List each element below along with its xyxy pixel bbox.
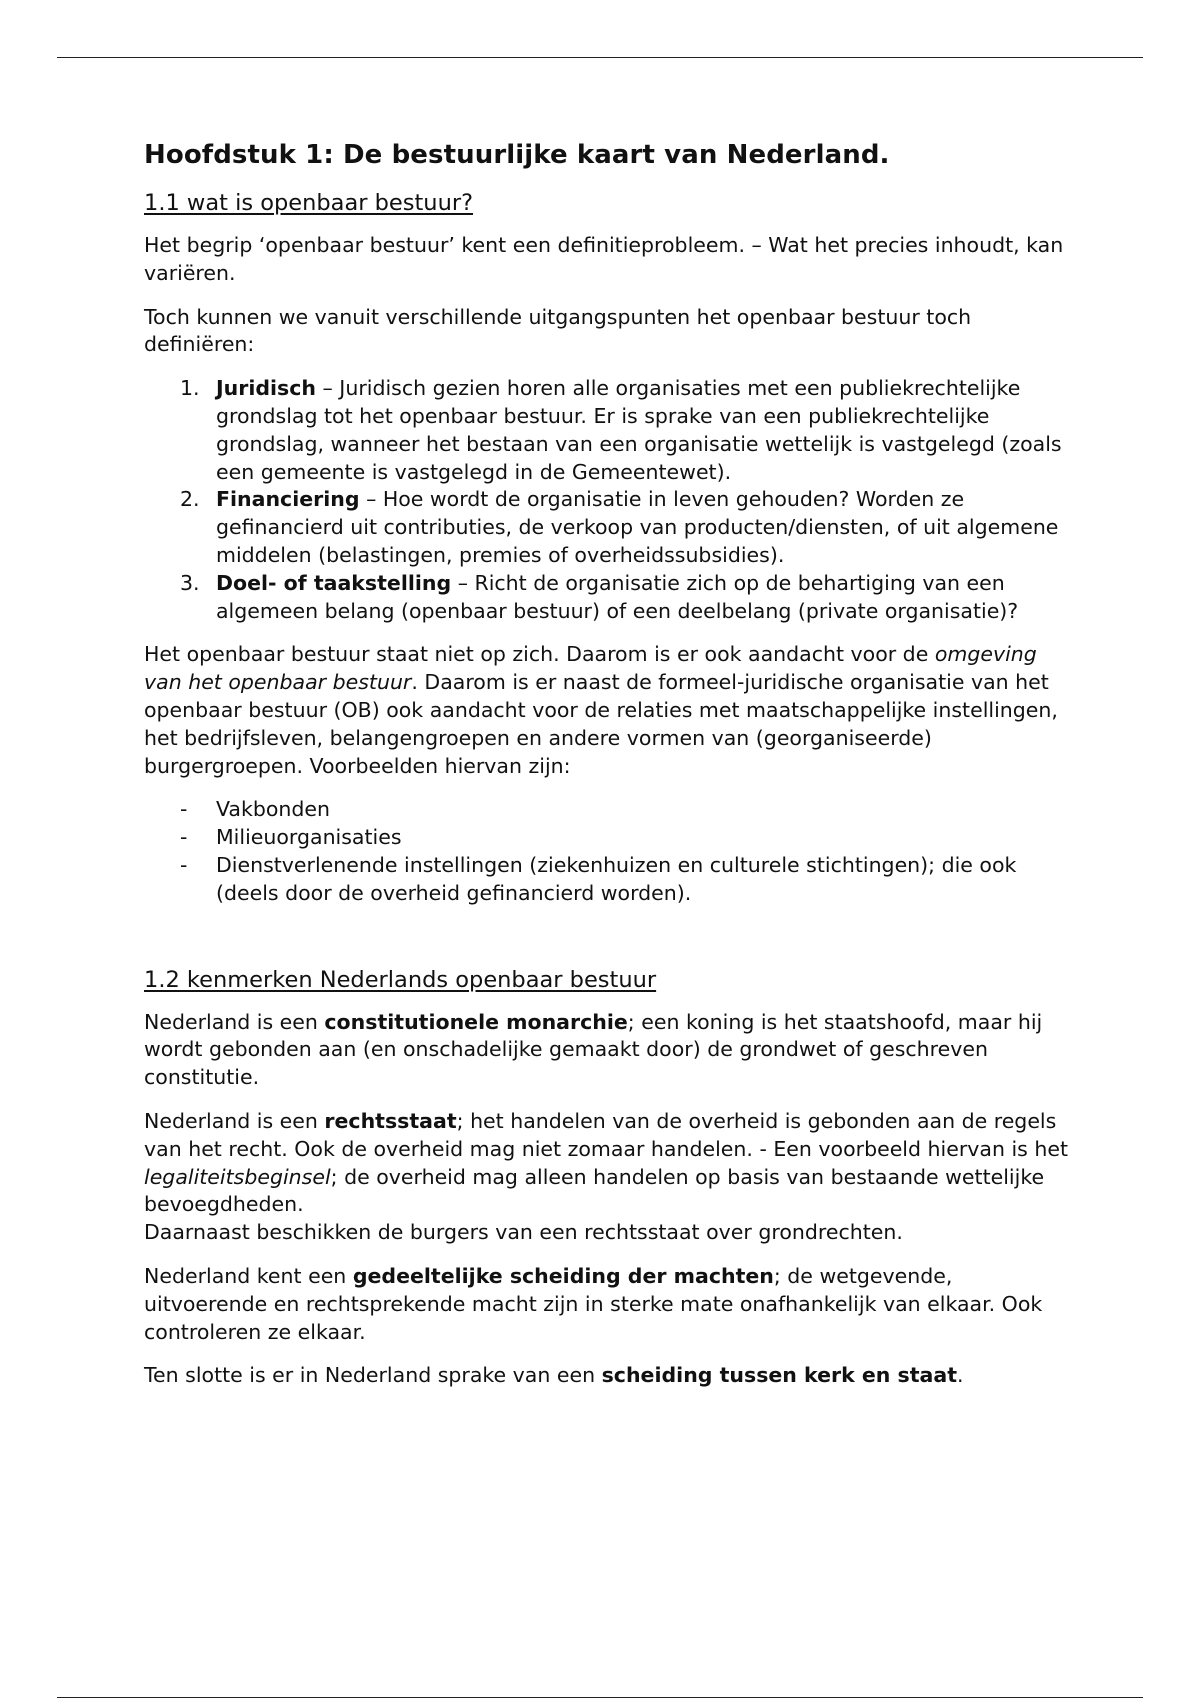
paragraph [144, 1009, 1074, 1092]
dash-marker: - [180, 852, 188, 877]
paragraph: Toch kunnen we vanuit verschillende uitgangspunten het openbaar bestuur toch definiëren: [144, 304, 972, 357]
text-run: ; het handelen van de overheid is gebonden aan de regels van het recht. Ook de overheid mag niet zomaar handelen. - Een voorbeeld hiervan is het [144, 1108, 1069, 1161]
list-item [144, 375, 1074, 486]
text-run: Nederland kent een [144, 1263, 353, 1288]
bold-term: gedeeltelijke scheiding der machten [352, 1263, 774, 1288]
bold-term: rechtsstaat [324, 1108, 457, 1133]
text-run: ; een koning is het staatshoofd, maar hij wordt gebonden aan (en onschadelijke gemaakt door) de grondwet of geschreven constitutie. [144, 1009, 1043, 1090]
list-item [144, 570, 1074, 626]
list-item [144, 852, 1074, 908]
text-run: ; de overheid mag alleen handelen op basis van bestaande wettelijke bevoegdheden. [144, 1164, 1045, 1217]
text-run: ; de wetgevende, uitvoerende en rechtsprekende macht zijn in sterke mate onafhankelijk van elkaar. Ook controleren ze elkaar. [144, 1263, 1043, 1344]
paragraph [144, 641, 1074, 780]
text-run: Het openbaar bestuur staat niet op zich. Daarom is er ook aandacht voor de [144, 642, 935, 667]
list-term: Doel- of taakstelling [216, 570, 452, 595]
dash-marker: - [180, 797, 188, 822]
text-run: Nederland is een [144, 1009, 325, 1034]
paragraph: Daarnaast beschikken de burgers van een rechtsstaat over grondrechten. [144, 1220, 903, 1245]
dash-list [144, 796, 1074, 907]
list-text: Milieuorganisaties [216, 825, 402, 850]
list-number: 3. [180, 570, 200, 595]
section-heading-1-2: 1.2 kenmerken Nederlands openbaar bestuur [144, 966, 657, 993]
text-run: Nederland is een [144, 1108, 325, 1133]
text-run: Ten slotte is er in Nederland sprake van een [144, 1363, 602, 1388]
text-run: . [957, 1363, 964, 1388]
section-heading-1-1: 1.1 wat is openbaar bestuur? [144, 190, 474, 216]
list-number: 1. [180, 376, 200, 401]
numbered-list [144, 375, 1074, 625]
list-text: – Richt de organisatie zich op de behartiging van een algemeen belang (openbaar bestuur) of een deelbelang (private organisatie)? [216, 570, 1019, 623]
dash-marker: - [180, 825, 188, 850]
chapter-title: Hoofdstuk 1: De bestuurlijke kaart van Nederland. [144, 140, 890, 170]
list-text: – Juridisch gezien horen alle organisaties met een publiekrechtelijke grondslag tot het openbaar bestuur. Er is sprake van een publiekrechtelijke grondslag, wanneer het bestaan van een organisatie wettelijk is vastgelegd (zoals een gemeente is vastgelegd in de Gemeentewet). [216, 376, 1062, 484]
list-text: Vakbonden [216, 797, 331, 822]
list-text: – Hoe wordt de organisatie in leven gehouden? Worden ze gefinancierd uit contributies, de verkoop van producten/diensten, of uit algemene middelen (belastingen, premies of overheidssubsidies). [216, 487, 1059, 567]
list-term: Juridisch [216, 376, 317, 401]
list-number: 2. [180, 487, 200, 512]
bold-term: scheiding tussen kerk en staat [601, 1363, 957, 1388]
footer-rule [57, 1697, 1143, 1698]
paragraph [144, 1263, 1074, 1346]
paragraph [144, 1362, 1074, 1390]
list-item [144, 824, 1074, 852]
list-term: Financiering [216, 487, 360, 512]
emphasis: omgeving van het openbaar bestuur [144, 642, 1037, 695]
list-text: Dienstverlenende instellingen (ziekenhuizen en culturele stichtingen); die ook (deels door de overheid gefinancierd worden). [216, 852, 1017, 905]
bold-term: constitutionele monarchie [324, 1009, 628, 1034]
header-rule [57, 57, 1143, 58]
list-item [144, 796, 1074, 824]
text-run: . Daarom is er naast de formeel-juridische organisatie van het openbaar bestuur (OB) ook aandacht voor de relaties met maatschappelijke instellingen, het bedrijfsleven, belangengroepen en andere vormen van (georganiseerde) burgergroepen. Voorbeelden hiervan zijn: [144, 670, 1058, 778]
paragraph: Het begrip ‘openbaar bestuur’ kent een definitieprobleem. – Wat het precies inhoudt, kan variëren. [144, 233, 1064, 285]
document-page [144, 138, 1074, 1406]
list-item [144, 486, 1074, 569]
paragraph [144, 1108, 1074, 1219]
emphasis: legaliteitsbeginsel [144, 1164, 331, 1189]
